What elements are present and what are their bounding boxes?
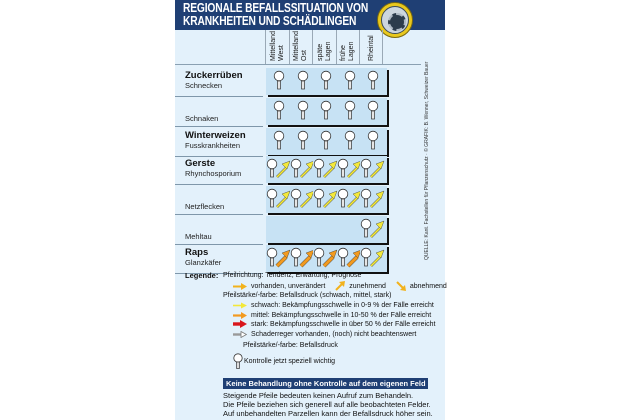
status-cell xyxy=(360,128,387,155)
column-line-2: Lagen xyxy=(348,41,356,61)
row-divider xyxy=(175,214,263,215)
legend-control-row xyxy=(233,353,335,369)
arrow-up-right-icon xyxy=(301,257,310,266)
credit-text: QUELLE: Kant. Fachstellen für Pflanzenschutz · © GRAFIK: B. Wenner, Schweizer Bauer xyxy=(424,61,430,260)
arrow-medium-icon xyxy=(233,312,247,319)
arrow-up-right-icon xyxy=(335,281,345,291)
magnifier-icon xyxy=(368,131,378,141)
row-divider xyxy=(175,244,263,245)
arrow-up-right-icon xyxy=(371,228,380,237)
magnifier-icon xyxy=(274,71,284,81)
magnifier-icon xyxy=(338,159,348,169)
arrow-strong-icon xyxy=(233,320,247,328)
magnifier-icon xyxy=(291,159,301,169)
arrow-weak-icon xyxy=(233,302,247,309)
magnifier-icon xyxy=(298,71,308,81)
status-cell xyxy=(360,68,387,95)
arrow-up-right-icon xyxy=(324,198,333,207)
legend-schwach-row xyxy=(233,301,434,310)
magnifier-icon xyxy=(321,71,331,81)
magnifier-icon xyxy=(361,248,371,258)
magnifier-icon xyxy=(338,248,348,258)
magnifier-icon xyxy=(361,159,371,169)
magnifier-icon xyxy=(361,189,371,199)
row-divider xyxy=(175,96,263,97)
magnifier-icon xyxy=(338,189,348,199)
arrow-up-right-icon xyxy=(324,168,333,177)
column-divider xyxy=(382,30,384,64)
magnifier-icon xyxy=(267,159,277,169)
magnifier-icon xyxy=(314,159,324,169)
note-3: Auf unbehandelten Parzellen kann der Befallsdruck höher sein. xyxy=(223,409,433,418)
pest-name: Fusskrankheiten xyxy=(185,141,241,150)
magnifier-icon xyxy=(361,219,371,229)
magnifier-icon xyxy=(233,353,243,369)
magnifier-icon xyxy=(267,248,277,258)
arrow-up-right-icon xyxy=(348,257,357,266)
arrow-gray-icon xyxy=(233,331,247,338)
arrow-down-right-icon xyxy=(396,281,406,291)
column-header xyxy=(336,30,361,64)
magnifier-icon xyxy=(298,101,308,111)
legend-stark-row xyxy=(233,320,435,329)
legend-gray: Schaderreger vorhanden, (noch) nicht beachtenswert xyxy=(251,331,417,338)
row-label xyxy=(185,130,246,151)
legend-control: Kontrolle jetzt speziell wichtig xyxy=(244,357,336,365)
column-line-1: Mittelland xyxy=(293,31,301,61)
magnifier-icon xyxy=(267,189,277,199)
legend-stark: stark: Bekämpfungsschwelle in über 50 % der Fälle erreicht xyxy=(251,321,436,328)
row-label xyxy=(185,247,221,268)
pest-name: Rhynchosporium xyxy=(185,169,242,178)
magnifier-icon xyxy=(321,101,331,111)
magnifier-icon xyxy=(345,101,355,111)
infographic-card xyxy=(175,0,445,420)
magnifier-icon xyxy=(368,71,378,81)
legend-unchanged: vorhanden, unverändert xyxy=(251,282,326,290)
pest-name: Schnaken xyxy=(185,114,219,123)
row-label xyxy=(185,70,243,91)
arrow-up-right-icon xyxy=(371,168,380,177)
arrow-up-right-icon xyxy=(348,198,357,207)
column-line-2: West xyxy=(277,45,285,61)
row-divider xyxy=(175,126,263,127)
column-header-label xyxy=(340,42,356,61)
title-line-2: KRANKHEITEN UND SCHÄDLINGEN xyxy=(183,14,357,28)
column-header xyxy=(359,30,384,64)
magnifier-icon xyxy=(274,131,284,141)
status-cell xyxy=(360,245,387,272)
crop-name: Zuckerrüben xyxy=(185,70,243,81)
legend-mittel-row xyxy=(233,311,431,320)
magnifier-icon xyxy=(298,131,308,141)
status-cell xyxy=(360,216,387,243)
arrow-up-right-icon xyxy=(277,168,286,177)
column-header xyxy=(289,30,314,64)
column-header-label xyxy=(317,42,333,61)
legend-label: Legende: xyxy=(185,271,219,280)
infographic-title xyxy=(183,2,368,28)
row-divider xyxy=(175,156,263,157)
row-label xyxy=(185,158,241,179)
column-header xyxy=(265,30,290,64)
pest-name: Glanzkäfer xyxy=(185,258,222,267)
magnifier-icon xyxy=(314,189,324,199)
pest-name: Schnecken xyxy=(185,81,223,90)
crop-name: Gerste xyxy=(185,158,216,169)
arrow-up-right-icon xyxy=(371,257,380,266)
column-header xyxy=(312,30,337,64)
magnifier-icon xyxy=(368,101,378,111)
column-line-1: Rheintal xyxy=(367,35,375,61)
column-header-label xyxy=(293,31,309,61)
arrow-up-right-icon xyxy=(348,168,357,177)
arrow-up-right-icon xyxy=(371,198,380,207)
row-label xyxy=(185,114,218,124)
row-divider xyxy=(175,184,263,185)
column-line-1: frühe xyxy=(340,45,348,61)
legend-direction-title: Pfeilrichtung: Tendenz, Erwartung, Prognose xyxy=(223,272,362,279)
column-line-1: späte xyxy=(316,43,324,61)
note-1: Steigende Pfeile bedeuten keinen Aufruf zum Behandeln. xyxy=(223,391,414,400)
status-cell xyxy=(360,186,387,213)
column-header-label xyxy=(368,35,376,61)
arrow-up-right-icon xyxy=(301,168,310,177)
magnifier-icon xyxy=(291,189,301,199)
status-cell xyxy=(360,98,387,125)
badge-ring xyxy=(381,6,409,34)
badge-lens xyxy=(388,13,406,31)
column-line-1: Mittelland xyxy=(269,31,277,61)
crop-name: Raps xyxy=(185,247,209,258)
legend-direction-row xyxy=(233,281,447,291)
column-line-2: Lagen xyxy=(324,41,332,61)
crop-name: Winterweizen xyxy=(185,130,246,141)
legend-strength-title-2: Pfeilstärke/-farbe: Befallsdruck xyxy=(243,342,338,349)
header-divider xyxy=(175,64,421,65)
warning-banner: Keine Behandlung ohne Kontrolle auf dem eigenen Feld xyxy=(223,378,428,389)
magnifier-icon xyxy=(345,71,355,81)
magnifier-icon xyxy=(314,248,324,258)
pest-name: Mehltau xyxy=(185,232,212,241)
legend-mittel: mittel: Bekämpfungsschwelle in 10-50 % der Fälle erreicht xyxy=(251,312,432,319)
source-credit xyxy=(424,60,434,260)
legend-strength-title: Pfeilstärke/-farbe: Befallsdruck (schwach, mittel, stark) xyxy=(223,292,392,299)
arrow-up-right-icon xyxy=(301,198,310,207)
status-cell xyxy=(360,156,387,183)
legend-schwach: schwach: Bekämpfungsschwelle in 0-9 % der Fälle erreicht xyxy=(251,302,434,309)
arrow-right-icon xyxy=(233,283,247,290)
magnifier-icon xyxy=(274,101,284,111)
row-label xyxy=(185,202,224,212)
legend-increasing: zunehmend xyxy=(349,282,386,290)
magnifier-icon xyxy=(291,248,301,258)
column-line-2: Ost xyxy=(301,50,309,61)
magnifier-icon xyxy=(345,131,355,141)
column-header-label xyxy=(270,31,286,61)
pest-name: Netzflecken xyxy=(185,202,225,211)
legend-decreasing: abnehmend xyxy=(409,282,447,290)
legend-gray-row xyxy=(233,330,416,339)
title-line-1: REGIONALE BEFALLSSITUATION VON xyxy=(183,1,369,15)
row-label xyxy=(185,232,212,242)
note-2: Die Pfeile beziehen sich generell auf alle beobachteten Felder. xyxy=(223,400,431,409)
arrow-up-right-icon xyxy=(324,257,333,266)
arrow-up-right-icon xyxy=(277,257,286,266)
arrow-up-right-icon xyxy=(277,198,286,207)
magnifier-icon xyxy=(321,131,331,141)
